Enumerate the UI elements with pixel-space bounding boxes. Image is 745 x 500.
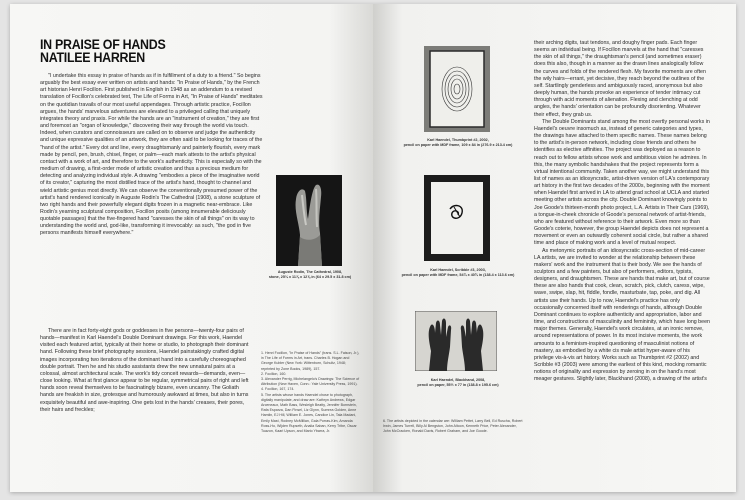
right-page bbox=[373, 4, 736, 492]
body-paragraph: their arching digits, taut tendons, and doughy finger pads. Each finger seems an individual being. If Focillon marvels at the hand that "caresses the skin of all things," the draughtsman's pencil (and sometimes eraser) does this also, though in a manner as the drawn lines analogically follow the curves and folds of the rendered flesh. My favorite moments are often the wily hairs—errant, yet decisive, they reach beyond the outlines of the self. Startlingly genderless and ambiguously raced, anonymous but also deeply human, the hands provoke an experience of tender intimacy cut through with acid moments of alienation. Flexing and clenching at odd angles, the hands' orientation can be profoundly disorienting. Whatever their effect, they grab us. bbox=[534, 40, 706, 118]
body-paragraph: As metonymic portraits of an idiosyncratic cross-section of mid-career LA artists, we are invited to wonder at the relationship between these makers' work and the instrument that is their body. We see the hands of sculptors and a few painters, but also of performers, editors, typists, designers, and draughtsmen. These are hands that make art, but of course these are also hands that cook, clean, scratch, pick, clutch, caress, wipe, wave, swipe, slap, hit, fiddle, fondle, masturbate, tap, poke, and dig. All artists use their hands. Up to now, Haendel's practice has only occasionally concerned itself with renderings of hands, although Double Dominant continues to explore authenticity and appropriation, labor and time, and constructions of masculinity and femininity, which have long been major themes. Generally, Haendel's work circulates, at an ironic remove, around representations of power. In its most incisive moments, the work amounts to a feminism-inspired questioning of masculinist notions of mastery, as embodied by a white cis male artist hyper-aware of his privilege vis-à-vis art history. Works such as Thumbprint #2 (2002) and Scribble #3 (2003) were among the earliest of this kind, mocking romantic notions of originality and expression by zeroing in on the hand's most meager gestures. Slightly later, Blackhand (2008), a drawing of the artist's bbox=[534, 247, 710, 383]
thumbprint-image bbox=[424, 46, 490, 132]
blackhand-image bbox=[415, 311, 497, 371]
scribble-image bbox=[424, 175, 490, 261]
body-paragraph: "I undertake this essay in praise of hands as if in fulfillment of a duty to a friend." So begins arguably the best essay ever written on artists and hands: "In Praise of Hands," by the French art historian Henri Focillon. First published in English in 1948 as an addendum to a revised translation of Focillon's celebrated text, The Life of Forms in Art, "In Praise of Hands" meditates on the quotidian travails of our most useful appendages. Through artistic practice, Focillon argues, the hands' marvelous adventures are elevated to a privileged calling that uniquely integrates theory and praxis. For while the hands are an "instrument of creation," they are first and foremost an "organ of knowledge," discovering their way through the world via touch. Indeed, when curators and connoisseurs are called on to observe and judge the authenticity and unique expressive qualities of an artwork, they are often said to be looking for traces of the "hand of the artist." Every dot and line, every draughtsmanly and painterly flourish, every mark made by pencil, pen, brush, chisel, finger, or palm—each mark attests to the artist's physical contact with a work of art, and therefore to the work's authenticity. This is especially so with the medium of drawing, a first-order mode of artistic creation and thus a precious medium for detecting and analyzing individual style. A drawing "embodies a piece of the imaginative world of its creator," capturing the most distilled trace of the artist's hand, thought to channel and wield artistic genius most directly. We can observe the conventionally presumed power of the artist's hand rendered iconically in Auguste Rodin's The Cathedral (1908), a stone sculpture of two right hands and their powerfully elegant digits frozen in a magnetic near-embrace. Like Rodin's yearning sculptural composition, Focillon posits (among innumerable deliciously quotable passages) that the five-fingered hand "caresses the skin of all things" on its way to understanding the world and, god-like, transforming it irrevocably: as such, "the god in five persons manifests himself everywhere." bbox=[40, 73, 263, 237]
footnote: 1. Henri Focillon, "In Praise of Hands" (trans. S.L. Faison, Jr.), in The Life of Forms in Art, trans. Charles B. Hogan and George Kubler (New York: Wittenborn, Schultz, 1948; reprinted by Zone Books, 1989), 157. bbox=[261, 351, 360, 371]
left-body-text-2 bbox=[40, 328, 254, 414]
caption-line: stone, 25¼ x 11⅞ x 12⅞ in (64 x 29.5 x 31.8 cm) bbox=[268, 275, 352, 279]
figure-thumbprint-caption bbox=[383, 138, 533, 148]
caption-line: Karl Haendel, Blackhand, 2008, bbox=[430, 378, 486, 382]
sculpture-image bbox=[276, 175, 342, 266]
footnotes-right bbox=[383, 419, 523, 435]
footnote: 5. The artists whose hands Haendel chose to photograph, digitally manipulate, and draw are: Kathryn Andrews, Edgar Arceneaux, Math Bass, Wesleigh Beatty, Jennifer Bornstein, Rafa Esparza, Dan Finsel, Liz Glynn, Sumrea Golden, Anne Hamlin, EJ Hill, William E. Jones, Candice Lin, Tala Madani, Emily Mast, Rodney McMillian, Gala Porras-Kim, Amanda Ross-Ho, Wijden Rupseth, Analia Saban, Kerry Tribe, Oscar Tuazon, Kaari Upson, and Mario Ybarra, Jr. bbox=[261, 392, 357, 434]
caption-line: pencil on paper with MDF frame, 54¾ x 40¾ in (138.4 x 113.6 cm) bbox=[401, 273, 515, 277]
figure-thumbprint bbox=[424, 46, 490, 132]
caption-line: pencil on paper with MDF frame, 109 x 84 in (276.9 x 213.4 cm) bbox=[403, 143, 513, 147]
footnote: 6. The artists depicted in the calendar are: William Pettet, Larry Bell, Ed Ruscha, Robert Irwin, James Turrell, Billy Al Bengston, John Altoon, Kenneth Price, Peter Alexander, John McCracken, Ronald Davis, Robert Graham, and Joe Goode. bbox=[383, 419, 523, 434]
author-name: NATILEE HARREN bbox=[40, 50, 145, 65]
caption-line: Karl Haendel, Thumbprint #2, 2002, bbox=[427, 138, 489, 142]
footnote: 4. Focillon, 167, 174. bbox=[261, 387, 295, 392]
caption-line: Auguste Rodin, The Cathedral, 1908, bbox=[277, 270, 343, 274]
figure-scribble bbox=[424, 175, 490, 261]
figure-scribble-caption bbox=[383, 268, 533, 278]
footnote: 3. Alexander Perrig, Michelangelo's Drawings: The Science of Attribution (New Haven, Conn.: Yale University Press, 1991). bbox=[261, 377, 360, 387]
right-body-text bbox=[534, 40, 710, 384]
footnote: 2. Focillon, 160. bbox=[261, 371, 287, 376]
article-title bbox=[40, 38, 165, 64]
footnotes-left bbox=[261, 351, 361, 434]
left-page bbox=[10, 4, 373, 492]
left-body-text bbox=[40, 73, 264, 238]
magazine-spread bbox=[10, 4, 736, 492]
body-paragraph: There are in fact forty-eight gods or goddesses in five persons—twenty-four pairs of hands—manifest in Karl Haendel's Double Dominant drawings. For this work, Haendel visited each featured artist, typically at their home or studio, to photograph their dominant hand. Following these brief photography sessions, Haendel painstakingly crafted digital images incorporating two iterations of the dominant hand into a carefully choreographed double portrait. Then he and his studio assistants drew the new unnatural pairs at a colossal, almost architectural scale. The work's tidy conceit rewards—demands, even—close looking. What at first glance appear to be regular, symmetrical pairs of right and left hands soon reveal themselves to be fascinatingly bizarre, even uncanny. The Goliath hands are freakish in size, grotesque and humorously awkward at times, but also in turns exquisitely beautiful and awe-inspiring. One gets lost in the hands' creases, their pores, their hairs and freckles; bbox=[40, 328, 249, 413]
body-paragraph: The Double Dominants stand among the most overtly personal works in Haendel's oeuvre insomuch as, instead of generic categories and types, the drawings have attached to them specific names. These names belong to the artist's in-person network, including close friends and others he identifies as elective affinities. The project was deployed as a reason to reach out to fellow artists whose work and ambitious vision he admires. In this, the many symbolic handshakes that the project represents form a virtual intentional community. Taken another way, we might understand this list of names as an idiosyncratic, artist-driven version of LA's contemporary art history in the first two decades of the 2000s, beginning with the moment when Haendel first arrived in LA to attend grad school at UCLA and started meeting other artists across the city. Double Dominant knowingly points to Joe Goode's thirteen-month photo project, L.A. Artists in Their Cars (1969), a tongue-in-cheek chronicle of Goode's personal network of artist-friends, who are featured without reference to their artwork. Even more so than Goode's coterie, however, the group Haendel depicts does not represent a movement or even an outwardly coherent social circle, but rather a shared time and place of making work and a level of mutual respect. bbox=[534, 118, 710, 247]
figure-rodin-caption bbox=[262, 270, 358, 280]
figure-rodin-cathedral bbox=[276, 175, 342, 266]
figure-blackhand bbox=[415, 311, 497, 371]
caption-line: pencil on paper, 55½ x 77 in (138.8 x 195.6 cm) bbox=[417, 383, 499, 387]
title-line-1: IN PRAISE OF HANDS bbox=[40, 37, 166, 52]
figure-blackhand-caption bbox=[383, 378, 533, 388]
caption-line: Karl Haendel, Scribble #3, 2003, bbox=[430, 268, 486, 272]
